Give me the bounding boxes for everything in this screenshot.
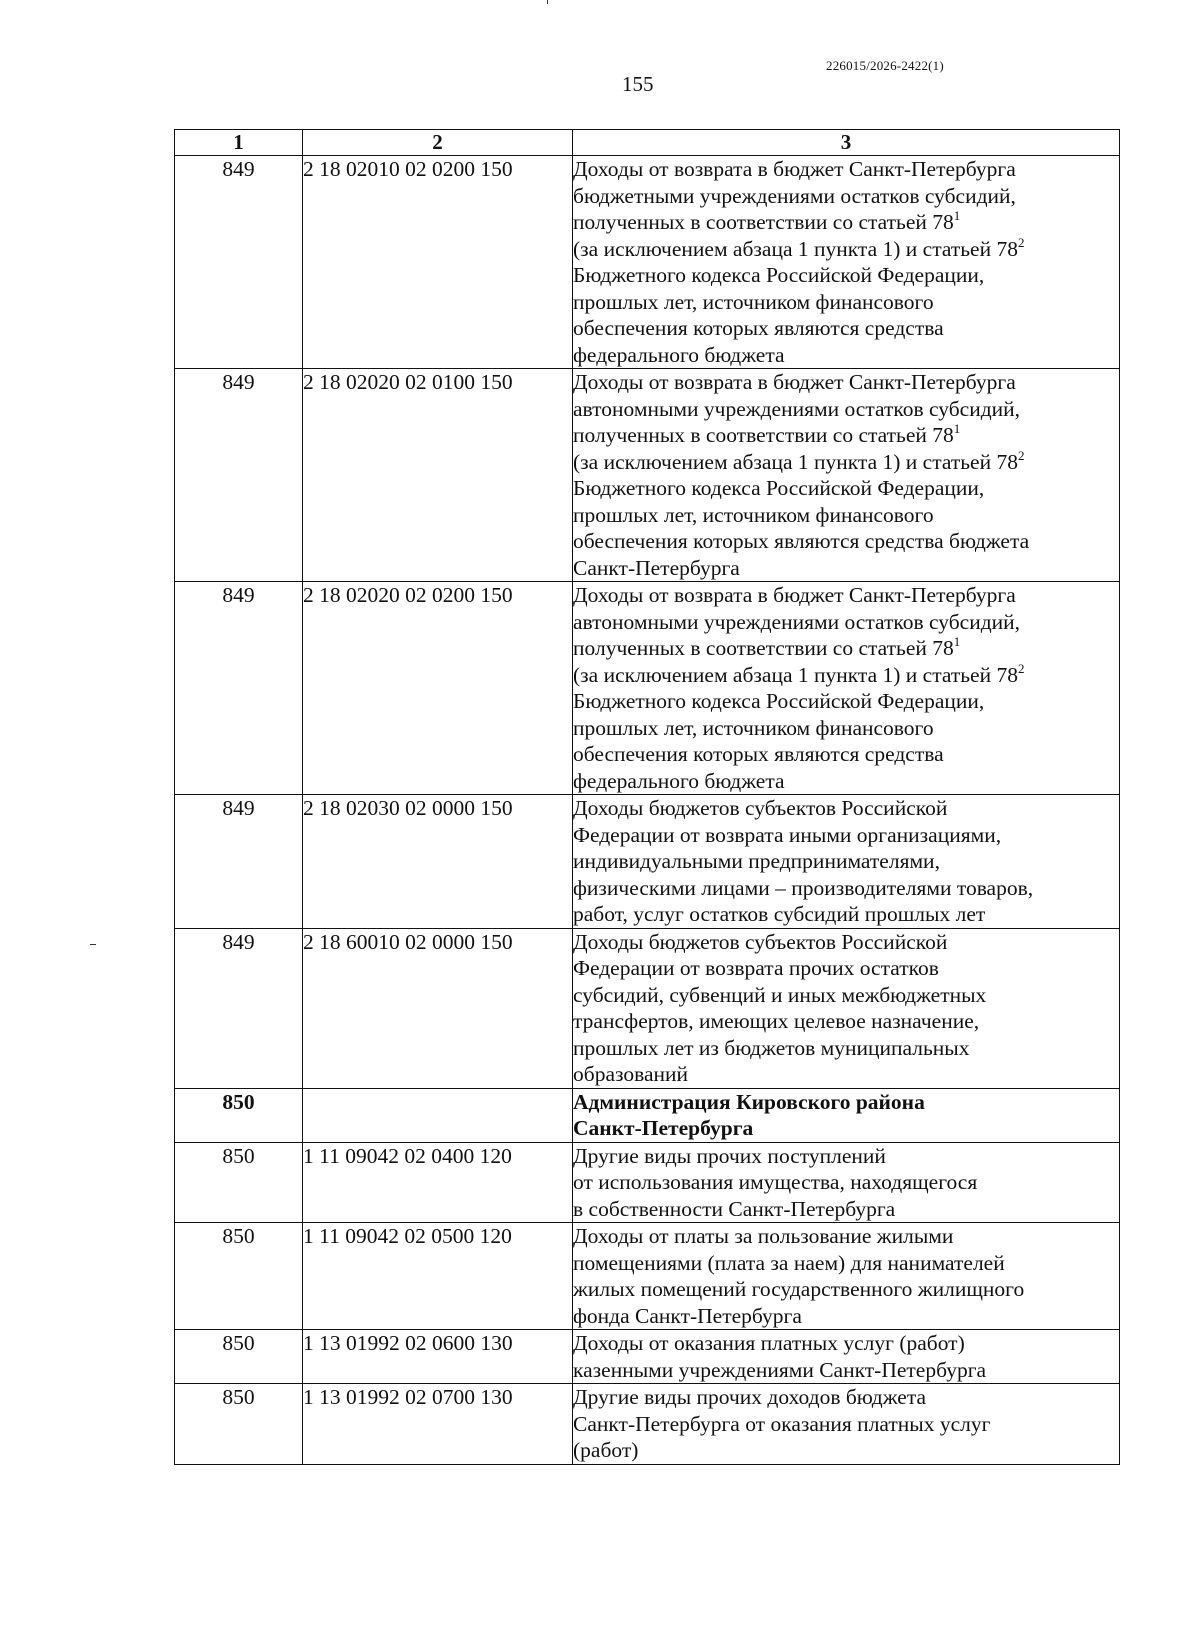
text-segment: помещениями (плата за наем) для нанимателей: [573, 1250, 1005, 1275]
table-row: [175, 795, 1120, 929]
description-line: [573, 475, 1119, 502]
superscript: 1: [953, 634, 961, 649]
text-segment: Бюджетного кодекса Российской Федерации,: [573, 476, 985, 500]
text-segment: обеспечения которых являются средства бюджета: [573, 529, 1030, 553]
description-cell: [573, 369, 1120, 582]
superscript: 2: [1017, 447, 1025, 463]
text-segment: работ, услуг остатков субсидий прошлых лет: [573, 902, 986, 926]
description-line: [573, 502, 1119, 529]
text-segment: (работ): [573, 1438, 639, 1462]
description-line: [573, 156, 1119, 183]
admin-code-cell: 849: [175, 795, 303, 929]
text-segment: прошлых лет, источником финансового: [573, 715, 934, 740]
description-line: [573, 1035, 1119, 1062]
description-line: [573, 1061, 1119, 1088]
header-col-2: 2: [303, 130, 573, 156]
text-segment: Бюджетного кодекса Российской Федерации,: [573, 689, 985, 713]
description-line: [573, 1223, 1119, 1250]
description-line: [573, 741, 1119, 768]
admin-code-cell: 849: [175, 582, 303, 795]
text-segment: Доходы от возврата в бюджет Санкт-Петербурга: [573, 157, 1016, 181]
table-body: [175, 156, 1120, 1465]
description-cell: [573, 1384, 1120, 1465]
revenue-code-cell: 1 11 09042 02 0400 120: [303, 1142, 573, 1223]
description-cell: [573, 1223, 1120, 1330]
text-segment: федерального бюджета: [573, 342, 785, 367]
page-number: 155: [622, 72, 654, 96]
text-segment: автономными учреждениями остатков субсидий,: [573, 609, 1021, 634]
text-segment: Доходы от платы за пользование жилыми: [573, 1224, 954, 1248]
text-segment: бюджетными учреждениями остатков субсидий,: [573, 183, 1016, 208]
description-line: [573, 1411, 1119, 1438]
text-segment: Санкт-Петербурга от оказания платных услуг: [573, 1411, 991, 1436]
description-line: [573, 449, 1119, 476]
description-line: [573, 715, 1119, 742]
revenue-code-cell: 1 13 01992 02 0600 130: [303, 1330, 573, 1384]
header-col-3: 3: [573, 130, 1120, 156]
description-line: [573, 848, 1119, 875]
text-segment: (за исключением абзаца 1 пункта 1) и статьей 78: [573, 449, 1018, 474]
text-segment: обеспечения которых являются средства: [573, 316, 944, 340]
description-line: [573, 688, 1119, 715]
text-segment: Федерации от возврата прочих остатков: [573, 956, 939, 980]
text-segment: казенными учреждениями Санкт-Петербурга: [573, 1357, 987, 1382]
superscript: 2: [1017, 660, 1025, 676]
revenue-codes-table: [174, 129, 1120, 1465]
description-line: [573, 1196, 1119, 1223]
text-segment: Доходы от возврата в бюджет Санкт-Петербурга: [573, 583, 1016, 607]
revenue-code-cell: 2 18 02020 02 0200 150: [303, 582, 573, 795]
revenue-code-cell: 1 13 01992 02 0700 130: [303, 1384, 573, 1465]
description-line: [573, 183, 1119, 210]
description-line: [573, 768, 1119, 795]
table-row: [175, 1142, 1120, 1223]
text-segment: прошлых лет, источником финансового: [573, 289, 934, 314]
description-line: [573, 1089, 1119, 1116]
admin-code-cell: 850: [175, 1384, 303, 1465]
admin-code-cell: 850: [175, 1223, 303, 1330]
description-line: [573, 262, 1119, 289]
text-segment: субсидий, субвенций и иных межбюджетных: [573, 982, 987, 1007]
text-segment: фонда Санкт-Петербурга: [573, 1303, 802, 1328]
text-segment: Санкт-Петербурга: [573, 1116, 754, 1140]
scan-artifact-left: [90, 944, 96, 945]
admin-code-cell: 850: [175, 1330, 303, 1384]
superscript: 2: [1017, 234, 1025, 250]
revenue-code-cell: 2 18 60010 02 0000 150: [303, 928, 573, 1088]
description-line: [573, 1115, 1119, 1142]
description-cell: [573, 156, 1120, 369]
text-segment: Доходы бюджетов субъектов Российской: [573, 796, 948, 820]
text-segment: Федерации от возврата иными организациями,: [573, 822, 1002, 847]
text-segment: полученных в соответствии со статьей 78: [573, 636, 954, 660]
document-id: 226015/2026-2422(1): [826, 58, 944, 73]
text-segment: (за исключением абзаца 1 пункта 1) и статьей 78: [573, 236, 1018, 261]
text-segment: Администрация Кировского района: [573, 1089, 925, 1114]
scan-artifact-top: [547, 0, 548, 4]
text-segment: физическими лицами – производителями товаров,: [573, 875, 1034, 900]
superscript: 1: [953, 421, 961, 436]
description-cell: [573, 1330, 1120, 1384]
description-cell: [573, 582, 1120, 795]
description-cell: [573, 1142, 1120, 1223]
table-row: [175, 1223, 1120, 1330]
description-line: [573, 875, 1119, 902]
text-segment: Доходы от возврата в бюджет Санкт-Петербурга: [573, 370, 1016, 394]
text-segment: федерального бюджета: [573, 768, 785, 793]
header-col-1: 1: [175, 130, 303, 156]
text-segment: прошлых лет из бюджетов муниципальных: [573, 1035, 970, 1060]
description-line: [573, 901, 1119, 928]
description-line: [573, 1169, 1119, 1196]
text-segment: (за исключением абзаца 1 пункта 1) и статьей 78: [573, 662, 1018, 687]
description-line: [573, 635, 1119, 662]
description-line: [573, 822, 1119, 849]
text-segment: полученных в соответствии со статьей 78: [573, 210, 954, 234]
table-row: [175, 1330, 1120, 1384]
text-segment: автономными учреждениями остатков субсидий,: [573, 396, 1021, 421]
text-segment: жилых помещений государственного жилищного: [573, 1277, 1025, 1301]
description-line: [573, 209, 1119, 236]
description-line: [573, 1250, 1119, 1277]
table-header-row: [175, 130, 1120, 156]
table-row: [175, 1384, 1120, 1465]
description-line: [573, 555, 1119, 582]
table-row: [175, 369, 1120, 582]
description-line: [573, 1357, 1119, 1384]
table-row: [175, 1088, 1120, 1142]
description-line: [573, 1303, 1119, 1330]
text-segment: Санкт-Петербурга: [573, 555, 740, 580]
description-line: [573, 342, 1119, 369]
text-segment: Другие виды прочих доходов бюджета: [573, 1385, 927, 1409]
text-segment: Доходы бюджетов субъектов Российской: [573, 929, 948, 954]
text-segment: в собственности Санкт-Петербурга: [573, 1196, 896, 1221]
description-line: [573, 528, 1119, 555]
description-line: [573, 609, 1119, 636]
revenue-code-cell: 1 11 09042 02 0500 120: [303, 1223, 573, 1330]
description-line: [573, 1008, 1119, 1035]
description-line: [573, 396, 1119, 423]
text-segment: полученных в соответствии со статьей 78: [573, 423, 954, 447]
description-line: [573, 1143, 1119, 1170]
description-line: [573, 582, 1119, 609]
description-cell: [573, 795, 1120, 929]
text-segment: трансфертов, имеющих целевое назначение,: [573, 1009, 980, 1033]
admin-code-cell: 850: [175, 1088, 303, 1142]
description-line: [573, 422, 1119, 449]
revenue-code-cell: 2 18 02010 02 0200 150: [303, 156, 573, 369]
admin-code-cell: 850: [175, 1142, 303, 1223]
revenue-code-cell: 2 18 02020 02 0100 150: [303, 369, 573, 582]
admin-code-cell: 849: [175, 928, 303, 1088]
description-line: [573, 1384, 1119, 1411]
text-segment: обеспечения которых являются средства: [573, 742, 944, 766]
admin-code-cell: 849: [175, 156, 303, 369]
description-cell: [573, 928, 1120, 1088]
text-segment: Другие виды прочих поступлений: [573, 1143, 886, 1168]
text-segment: образований: [573, 1062, 689, 1086]
description-line: [573, 662, 1119, 689]
description-line: [573, 982, 1119, 1009]
description-line: [573, 289, 1119, 316]
description-line: [573, 236, 1119, 263]
text-segment: Бюджетного кодекса Российской Федерации,: [573, 263, 985, 287]
table-row: [175, 582, 1120, 795]
superscript: 1: [953, 208, 961, 223]
description-line: [573, 929, 1119, 956]
description-line: [573, 369, 1119, 396]
text-segment: прошлых лет, источником финансового: [573, 502, 934, 527]
description-line: [573, 1437, 1119, 1464]
description-line: [573, 1330, 1119, 1357]
description-line: [573, 795, 1119, 822]
revenue-code-cell: 2 18 02030 02 0000 150: [303, 795, 573, 929]
text-segment: от использования имущества, находящегося: [573, 1170, 978, 1194]
table-row: [175, 156, 1120, 369]
table-row: [175, 928, 1120, 1088]
revenue-code-cell: [303, 1088, 573, 1142]
description-line: [573, 1276, 1119, 1303]
text-segment: индивидуальными предпринимателями,: [573, 849, 940, 873]
admin-code-cell: 849: [175, 369, 303, 582]
text-segment: Доходы от оказания платных услуг (работ): [573, 1331, 965, 1355]
description-line: [573, 955, 1119, 982]
description-line: [573, 315, 1119, 342]
description-cell: [573, 1088, 1120, 1142]
